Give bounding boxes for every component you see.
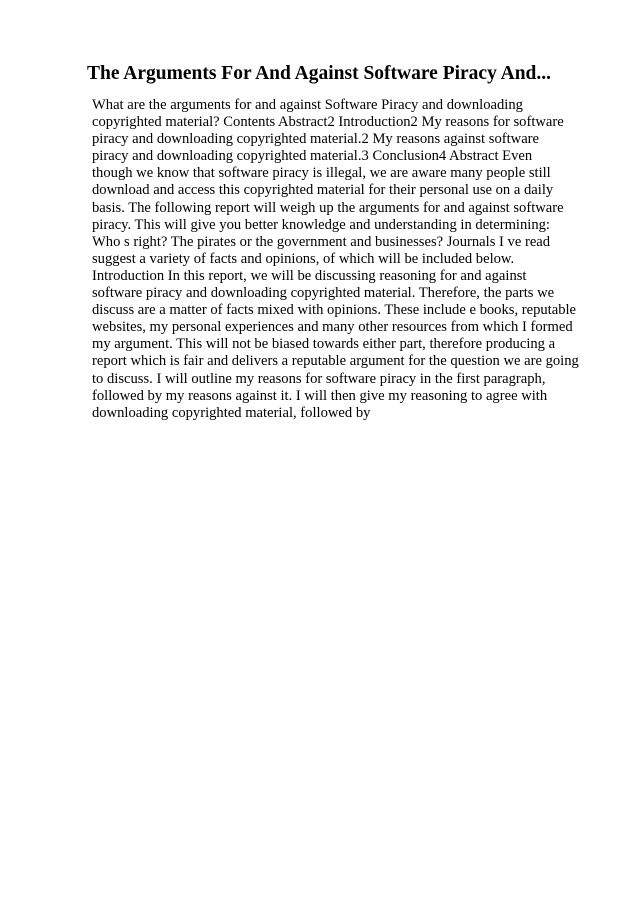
body-line: discuss are a matter of facts mixed with opinions. These include e books, reputable: [92, 302, 577, 319]
body-line: piracy and downloading copyrighted material.2 My reasons against software: [92, 131, 540, 148]
body-line: to discuss. I will outline my reasons for software piracy in the first paragraph,: [92, 370, 546, 387]
body-line: software piracy and downloading copyrighted material. Therefore, the parts we: [92, 285, 555, 302]
body-line: Who s right? The pirates or the government and businesses? Journals I ve read: [92, 233, 551, 250]
body-line: basis. The following report will weigh up the arguments for and against software: [92, 199, 564, 216]
body-line: piracy. This will give you better knowledge and understanding in determining:: [92, 216, 550, 233]
body-line: report which is fair and delivers a reputable argument for the question we are going: [92, 353, 579, 370]
body-line: copyrighted material? Contents Abstract2 Introduction2 My reasons for software: [92, 114, 564, 131]
body-line: my argument. This will not be biased towards either part, therefore producing a: [92, 336, 556, 353]
document-title: The Arguments For And Against Software Piracy And...: [86, 63, 552, 84]
body-line: followed by my reasons against it. I will then give my reasoning to agree with: [92, 387, 548, 404]
body-line: downloading copyrighted material, followed by: [92, 404, 371, 421]
body-line: suggest a variety of facts and opinions, of which will be included below.: [92, 250, 515, 267]
body-line: download and access this copyrighted material for their personal use on a daily: [92, 182, 554, 199]
document-body: [92, 97, 579, 422]
body-line: Introduction In this report, we will be discussing reasoning for and against: [92, 267, 527, 284]
body-line: piracy and downloading copyrighted material.3 Conclusion4 Abstract Even: [92, 148, 533, 165]
body-line: though we know that software piracy is illegal, we are aware many people still: [92, 165, 551, 182]
body-line: What are the arguments for and against Software Piracy and downloading: [92, 97, 523, 113]
body-line: websites, my personal experiences and many other resources from which I formed: [92, 319, 573, 336]
